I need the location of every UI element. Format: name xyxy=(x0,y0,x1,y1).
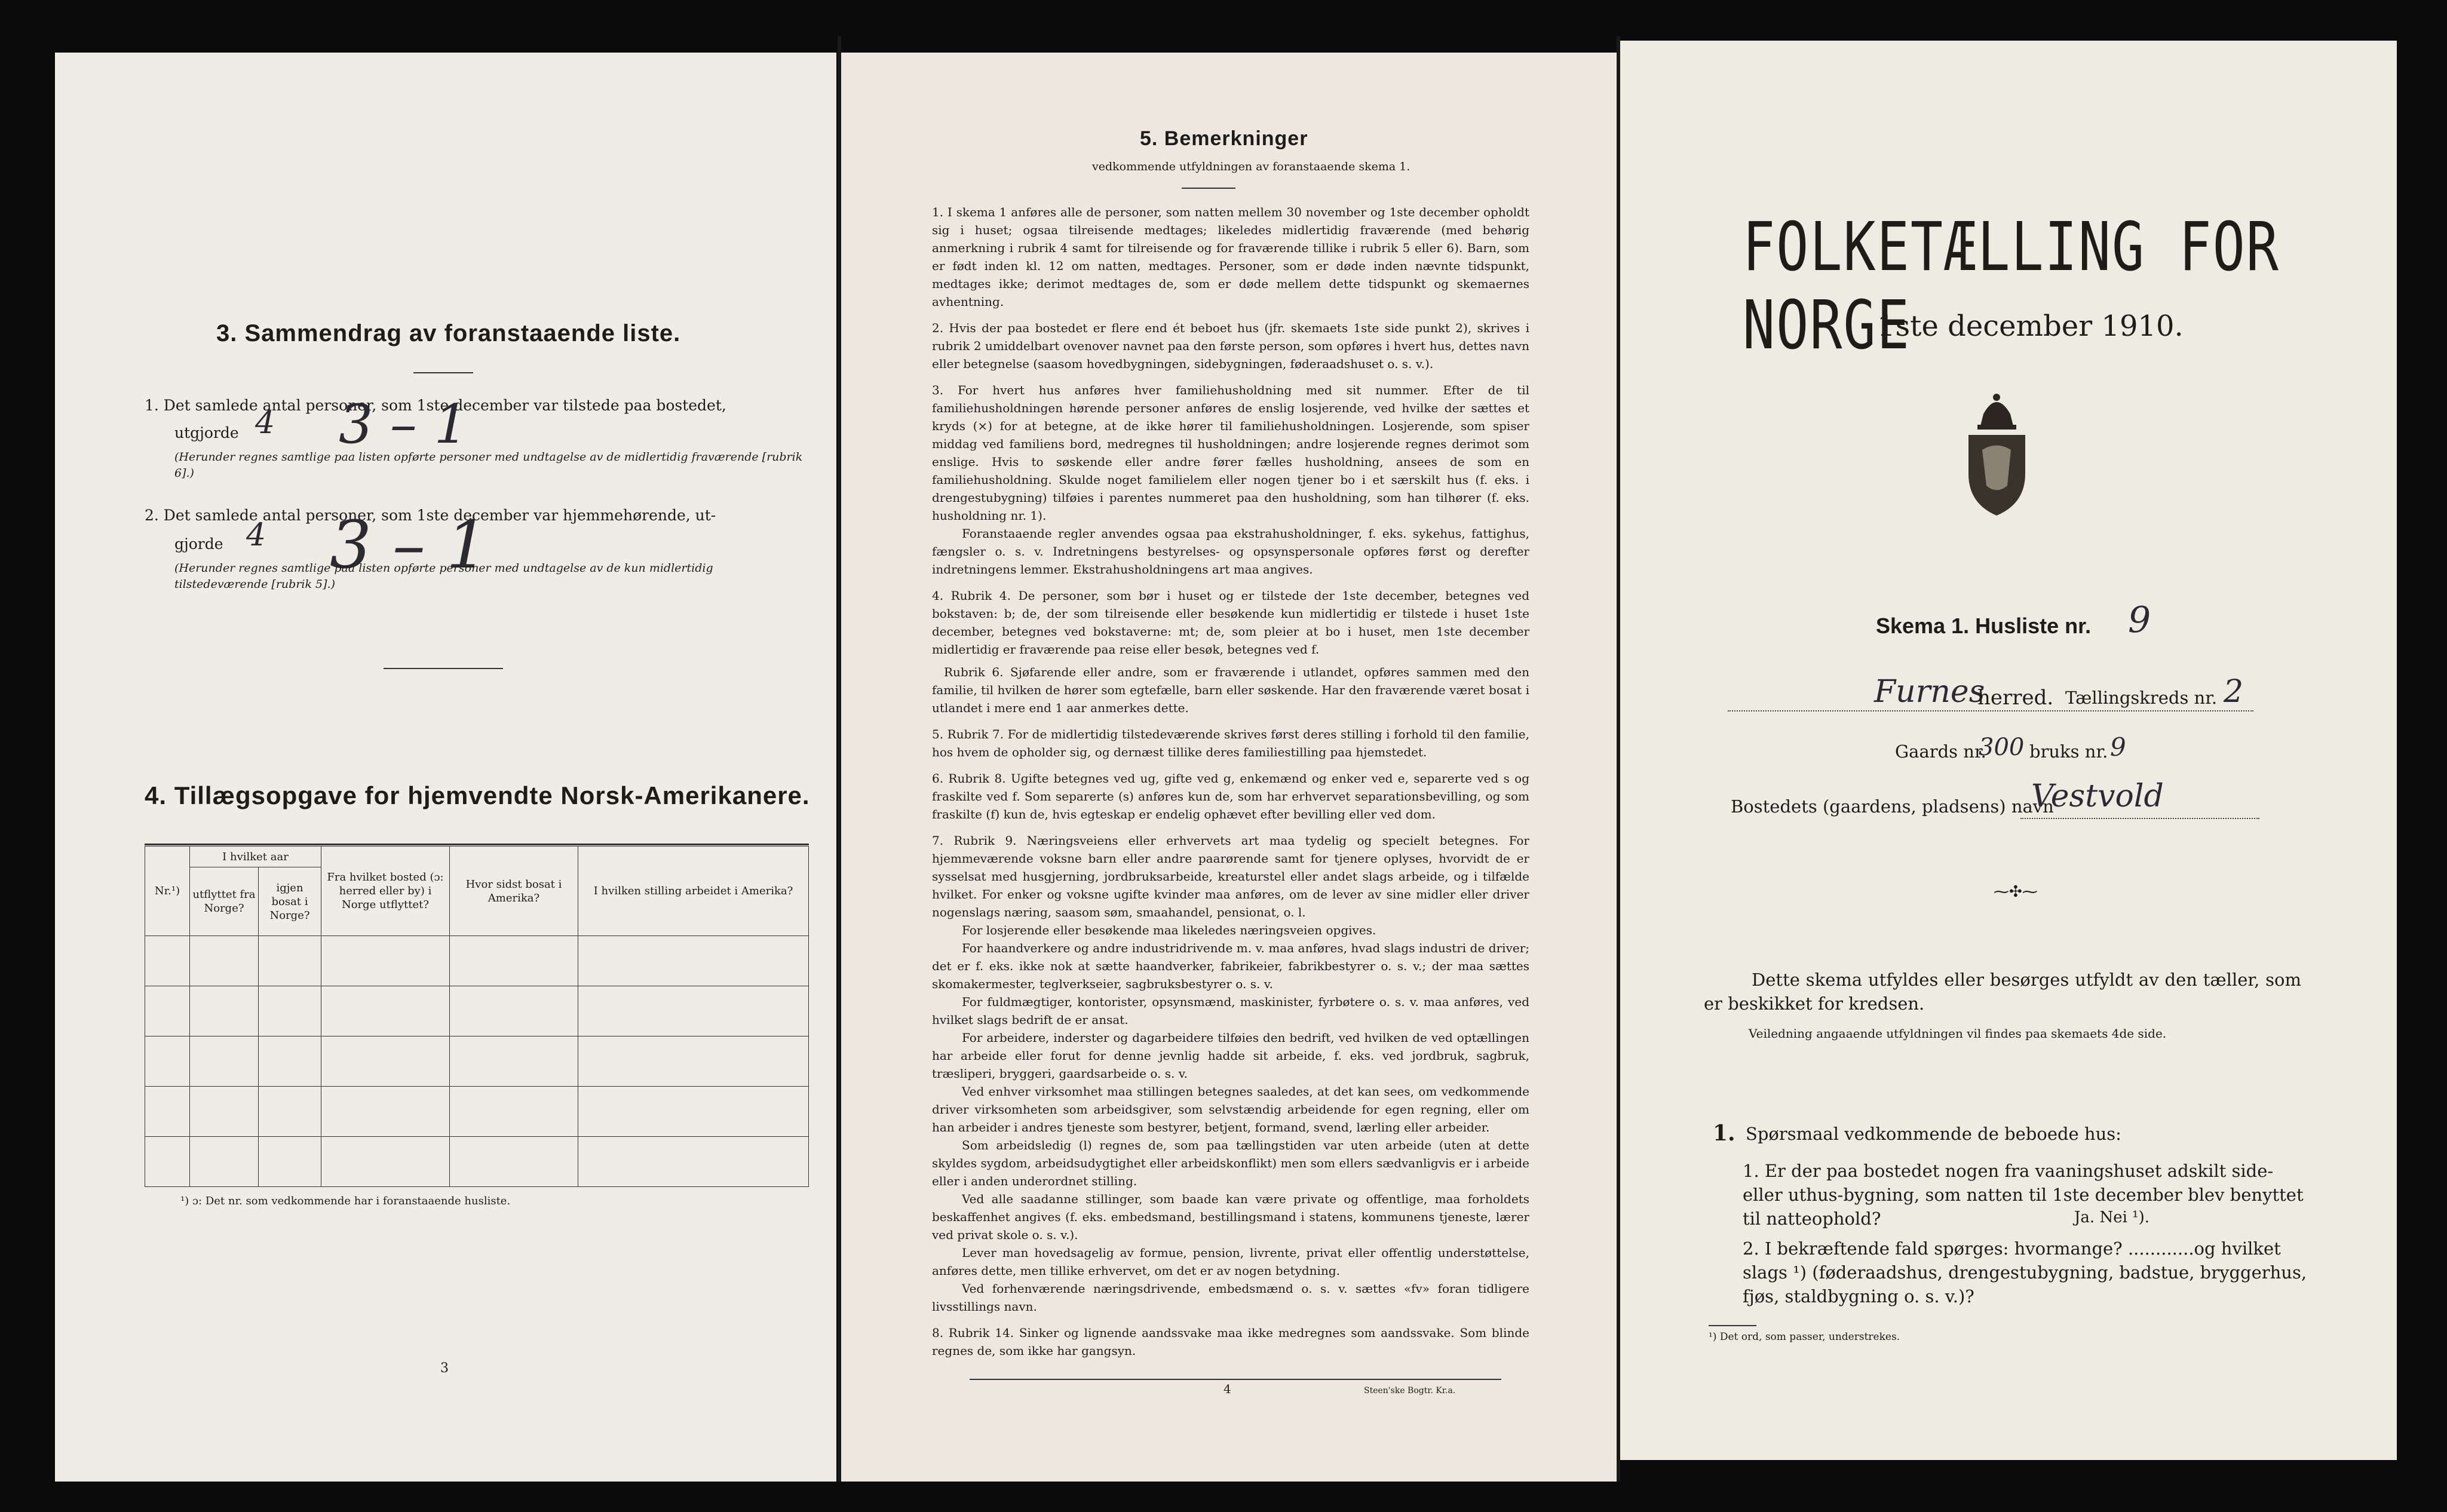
remark-7b: For losjerende eller besøkende maa likeledes næringsveien opgives. xyxy=(962,923,1376,937)
col-group-year: I hvilket aar xyxy=(190,847,321,867)
remark-7c: For haandverkere og andre industridrivende m. v. maa anføres, hvad slags industri de driver; det er f. eks. ikke nok at sætte haandverker, fabrikeier, fabrikbestyrer o. s. v.; der maa sættes skomakermester, teglverkseier, sagbruksbestyrer o. s. v. xyxy=(932,941,1529,991)
section-3-title: 3. Sammendrag av foranstaaende liste. xyxy=(216,320,681,346)
census-title: FOLKETÆLLING FOR NORGE xyxy=(1743,208,2280,365)
remark-7i: Lever man hovedsagelig av formue, pension, livrente, privat eller offentlig understøttelse, anføres dette, men tillike erhvervet, om det er av nogen betydning. xyxy=(932,1246,1529,1278)
q1-value: 4 xyxy=(255,405,275,441)
skema-label: Skema 1. Husliste nr. xyxy=(1876,614,2092,638)
remark-7d: For fuldmægtiger, kontorister, opsynsmænd, maskinister, fyrbøtere o. s. v. maa anføres, ved hvilket slags bedrift de er ansat. xyxy=(932,995,1529,1027)
q2-overwrite: 3 – 1 xyxy=(330,507,488,583)
bruks-value: 9 xyxy=(2110,732,2126,762)
krets-label: Tællingskreds nr. xyxy=(2065,688,2218,708)
q2-value: 4 xyxy=(246,517,266,553)
guide-text: Veiledning angaaende utfyldningen vil findes paa skemaets 4de side. xyxy=(1749,1026,2167,1041)
remark-7: 7. Rubrik 9. Næringsveiens eller erhvervets art maa tydelig og specielt betegnes. For hjemmeværende voksne barn eller andre paarørende samt for tjenere oplyses, hvorvidt de er sysselsat med husgjerning, jordbruksarbeide, kreaturstel eller andet slags arbeide, og i tilfælde hvilket. For enker og voksne ugifte kvinder maa anføres, om de lever av sine midler eller driver nogenslags næring, saasom søm, smaahandel, pensionat, o. l. xyxy=(932,833,1529,919)
footer-rule xyxy=(970,1379,1501,1380)
remark-7j: Ved forhenværende næringsdrivende, embedsmænd o. s. v. sættes «fv» foran tidligere livsstillings navn. xyxy=(932,1281,1529,1314)
remarks-title: 5. Bemerkninger xyxy=(1140,127,1308,150)
herred-value: Furnes xyxy=(1874,674,1985,710)
census-date: 1ste december 1910. xyxy=(1877,309,2184,343)
q2-label: gjorde xyxy=(174,535,223,553)
remark-3b: Foranstaaende regler anvendes ogsaa paa ekstrahusholdninger, f. eks. sykehus, fattighus, fængsler o. s. v. Indretningens bestyrelses- og opsynspersonale opføres først og derefter indretningens lemmer. Ekstrahusholdningens art maa angives. xyxy=(932,526,1529,576)
remarks-list xyxy=(932,203,1529,1360)
remark-2: 2. Hvis der paa bostedet er flere end ét beboet hus (jfr. skemaets 1ste side punkt 2), skrives i rubrik 2 umiddelbart ovenover navnet paa den første person, som opføres i hvert hus, dettes navn eller betegnelse (saasom hovedbygningen, sidebygningen, føderaadshuset o. s. v.). xyxy=(932,321,1529,371)
remark-8: 8. Rubrik 14. Sinker og lignende aandssvake maa ikke medregnes som aandssvake. Som blinde regnes de, som ikke har gangsyn. xyxy=(932,1326,1529,1358)
gaards-label: Gaards nr. xyxy=(1895,741,1986,762)
table-row xyxy=(145,1137,809,1187)
page-1 xyxy=(1620,41,2397,1460)
ornament-icon: ⁓✣⁓ xyxy=(1994,883,2038,901)
table-row xyxy=(145,1087,809,1137)
remark-7h: Ved alle saadanne stillinger, som baade kan være private og offentlige, maa forholdets beskaffenhet angives (f. eks. embedsmand, bestillingsmand i statens, kommunens tjeneste, lærer ved privat skole o. s. v.). xyxy=(932,1192,1529,1242)
table-top-rule xyxy=(145,844,809,845)
table-row xyxy=(145,986,809,1036)
footnote-rule xyxy=(1709,1325,1756,1326)
questions-header: Spørsmaal vedkommende de beboede hus: xyxy=(1746,1124,2121,1144)
bruks-label: bruks nr. xyxy=(2029,741,2108,762)
q1-note: (Herunder regnes samtlige paa listen opførte personer med undtagelse av de midlertidig fraværende [rubrik 6].) xyxy=(174,450,803,480)
col-nr: Nr.¹) xyxy=(145,847,190,936)
remark-7f: Ved enhver virksomhet maa stillingen betegnes saaledes, at det kan sees, om vedkommende driver virksomheten som arbeidsgiver, som selvstændig arbeidende for egen regning, eller om han arbeider i andres tjeneste som bestyrer, betjent, formand, svend, lærling eller arbeider. xyxy=(932,1084,1529,1134)
remark-6: 6. Rubrik 8. Ugifte betegnes ved ug, gifte ved g, enkemænd og enker ved e, separerte ved s og fraskilte ved f. Som separerte (s) anføres kun de, som har erhvervet separationsbevilling, og som fraskilte (f) kun de, hvis egteskap er endelig ophævet efter bevilling eller ved dom. xyxy=(932,771,1529,821)
divider xyxy=(1182,188,1235,189)
col-from-where: Fra hvilket bosted (ɔ: herred eller by) i Norge utflyttet? xyxy=(321,847,450,936)
gaards-value: 300 xyxy=(1979,734,2025,761)
table-footnote: ¹) ɔ: Det nr. som vedkommende har i foranstaaende husliste. xyxy=(180,1195,511,1207)
page-4 xyxy=(841,53,1618,1482)
question-1-answer: Ja. Nei ¹). xyxy=(2074,1209,2150,1226)
table-row xyxy=(145,1036,809,1087)
bosted-label: Bostedets (gaardens, pladsens) navn xyxy=(1731,796,2054,817)
bosted-line xyxy=(2020,817,2259,819)
q1-overwrite: 3 – 1 xyxy=(339,393,468,456)
footnote: ¹) Det ord, som passer, understrekes. xyxy=(1709,1331,1900,1343)
herred-label: herred. xyxy=(1977,686,2054,710)
herred-line xyxy=(1728,710,2253,711)
remark-7e: For arbeidere, inderster og dagarbeidere tilføies den bedrift, ved hvilken de ved optællingen har arbeide eller forut for denne jevnlig hadde sit arbeide, f. eks. ved jordbruk, sagbruk, træsliperi, bryggeri, gaardsarbeide o. s. v. xyxy=(932,1031,1529,1081)
remarks-subtitle: vedkommende utfyldningen av foranstaaende skema 1. xyxy=(1092,160,1410,173)
q1-label: utgjorde xyxy=(174,424,239,441)
divider xyxy=(413,372,473,373)
page-number: 4 xyxy=(1224,1382,1231,1396)
intro-text: Dette skema utfyldes eller besørges utfyldt av den tæller, som er beskikket for kredsen. xyxy=(1704,970,2301,1014)
remark-4b: Rubrik 6. Sjøfarende eller andre, som er fraværende i utlandet, opføres sammen med den familie, til hvilken de hører som egtefælle, barn eller søskende. Har den fraværende været bosat i utlandet i mere end 1 aar anmerkes dette. xyxy=(932,665,1529,715)
coat-of-arms-icon xyxy=(1960,384,2034,519)
col-emigrated: utflyttet fra Norge? xyxy=(190,867,259,936)
krets-value: 2 xyxy=(2224,674,2244,710)
col-last-residence: Hvor sidst bosat i Amerika? xyxy=(450,847,578,936)
q2-note: (Herunder regnes samtlige paa listen opførte personer med undtagelse av de kun midlertidig tilstedeværende [rubrik 5].) xyxy=(174,562,713,591)
bosted-value: Vestvold xyxy=(2031,778,2164,814)
question-1: 1. Er der paa bostedet nogen fra vaaningshuset adskilt side- eller uthus-bygning, som natten til 1ste december blev benyttet til natteophold? xyxy=(1743,1161,2304,1229)
q2-text: 2. Det samlede antal personer, som 1ste december var hjemmehørende, ut- xyxy=(145,507,716,524)
col-returned: igjen bosat i Norge? xyxy=(259,867,321,936)
remark-4: 4. Rubrik 4. De personer, som bør i huset og er tilstede der 1ste december, betegnes ved bokstaven: b; de, der som tilreisende eller besøkende kun midlertidig er tilstede i huset 1ste december, betegnes ved bokstaverne: mt; de, som pleier at bo i huset, men 1ste december midlertidig er fraværende paa reise eller besøk, betegnes ved f. xyxy=(932,588,1529,657)
q1-text: 1. Det samlede antal personer, som 1ste december var tilstede paa bostedet, xyxy=(145,397,726,414)
q-number: 1. xyxy=(1713,1121,1735,1146)
printer-imprint: Steen'ske Bogtr. Kr.a. xyxy=(1364,1386,1456,1396)
section-4-title: 4. Tillægsopgave for hjemvendte Norsk-Amerikanere. xyxy=(145,781,810,809)
table-row xyxy=(145,936,809,986)
returnee-table xyxy=(145,846,809,1187)
remark-5: 5. Rubrik 7. For de midlertidig tilstedeværende skrives først deres stilling i forhold til den familie, hos hvem de opholder sig, og dernæst tillike deres familiestilling paa hjemstedet. xyxy=(932,727,1529,759)
divider xyxy=(384,668,503,669)
remark-3: 3. For hvert hus anføres hver familiehusholdning med sit nummer. Efter de til familiehusholdningen hørende personer anføres de enslig losjerende, ved hvilke der sættes et kryds (×) for at betegne, at de ikke hører til familiehusholdningen. Losjerende, som spiser middag ved familiens bord, medregnes til husholdningen; andre losjerende regnes derimot som enslige. Hvis to søskende eller andre fører fælles husholdning, ansees de som en familiehusholdning. Skulde noget familielem eller nogen tjener bo i et særskilt hus (f. eks. i drengestubygning) tilføies i parentes nummeret paa den husholdning, som han tilhører (f. eks. husholdning nr. 1). xyxy=(932,383,1529,523)
remark-7g: Som arbeidsledig (l) regnes de, som paa tællingstiden var uten arbeide (uten at dette skyldes sygdom, arbeidsudygtighet eller arbeidskonflikt) men som ellers sædvanligvis er i arbeide eller i anden underordnet stilling. xyxy=(932,1138,1529,1188)
page-3 xyxy=(55,53,836,1482)
remark-1: 1. I skema 1 anføres alle de personer, som natten mellem 30 november og 1ste december opholdt sig i huset; ogsaa tilreisende medtages; likeledes midlertidig fraværende (med behørig anmerkning i rubrik 4 samt for tilreisende og for fraværende tillike i rubrik 5 eller 6). Barn, som er født inden kl. 12 om natten, medtages. Personer, som er døde inden nævnte tidspunkt, medtages ikke; derimot medtages de, som er døde mellem dette tidspunkt og skemaernes avhentning. xyxy=(932,205,1529,309)
husliste-nr: 9 xyxy=(2128,599,2151,641)
question-2: 2. I bekræftende fald spørges: hvormange? ............og hvilket slags ¹) (føderaadshus, drengestubygning, badstue, bryggerhus, fjøs, staldbygning o. s. v.)? xyxy=(1743,1238,2307,1306)
col-occupation: I hvilken stilling arbeidet i Amerika? xyxy=(578,847,809,936)
page-number: 3 xyxy=(440,1361,449,1376)
